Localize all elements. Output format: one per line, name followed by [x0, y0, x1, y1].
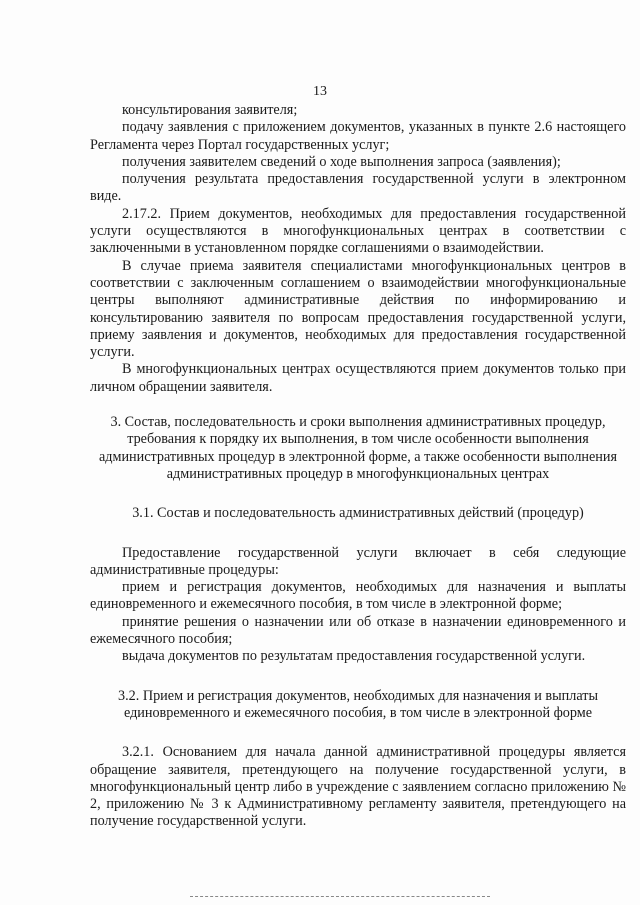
- paragraph: Предоставление государственной услуги включает в себя следующие административные процедуры:: [90, 544, 626, 578]
- section-3-1-heading: 3.1. Состав и последовательность административных действий (процедур): [132, 505, 584, 522]
- paragraph: консультирования заявителя;: [122, 102, 298, 118]
- paragraph: 3.2.1. Основанием для начала данной административной процедуры является обращение заявителя, претендующего на получение государственной услуги, в многофункциональный центр либо в учреждение с заявлением согласно приложению № 2, приложению № 3 к Административному регламенту заявителя, претендующего на получение государственной услуги.: [90, 744, 626, 830]
- paragraph: В многофункциональных центрах осуществляются прием документов только при личном обращении заявителя.: [90, 361, 626, 395]
- paragraph: прием и регистрация документов, необходимых для назначения и выплаты единовременного и ежемесячного пособия, в том числе в электронной форме;: [90, 579, 626, 613]
- section-3-heading: 3. Состав, последовательность и сроки выполнения административных процедур, требования к порядку их выполнения, в том числе особенности выполнения административных процедур в электронной форме, а также особенности выполнения административных процедур в многофункциональных центрах: [98, 414, 618, 482]
- paragraph: подачу заявления с приложением документов, указанных в пункте 2.6 настоящего Регламента через Портал государственных услуг;: [90, 119, 626, 153]
- paragraph: 2.17.2. Прием документов, необходимых для предоставления государственной услуги осуществляются в многофункциональных центрах в соответствии с заключенными в установленном порядке соглашениями о взаимодействии.: [90, 205, 626, 257]
- paragraph: В случае приема заявителя специалистами многофункциональных центров в соответствии с заключенным соглашением о взаимодействии многофункциональные центры выполняют административные действия по информированию и консультированию заявителя по вопросам предоставления государственной услуги, приему заявления и документов, необходимых для предоставления государственной услуги.: [90, 257, 626, 361]
- page-number: 13: [313, 84, 327, 99]
- paragraph: выдача документов по результатам предоставления государственной услуги.: [122, 648, 586, 665]
- document-body: [90, 102, 626, 831]
- paragraph: получения результата предоставления государственной услуги в электронном виде.: [90, 171, 626, 205]
- paragraph: принятие решения о назначении или об отказе в назначении единовременного и ежемесячного пособия;: [90, 613, 626, 648]
- section-3-2-heading: 3.2. Прием и регистрация документов, необходимых для назначения и выплаты единовременного и ежемесячного пособия, в том числе в электронной форме: [118, 687, 598, 721]
- paragraph: получения заявителем сведений о ходе выполнения запроса (заявления);: [122, 153, 561, 170]
- scan-artifact-line: [190, 896, 490, 898]
